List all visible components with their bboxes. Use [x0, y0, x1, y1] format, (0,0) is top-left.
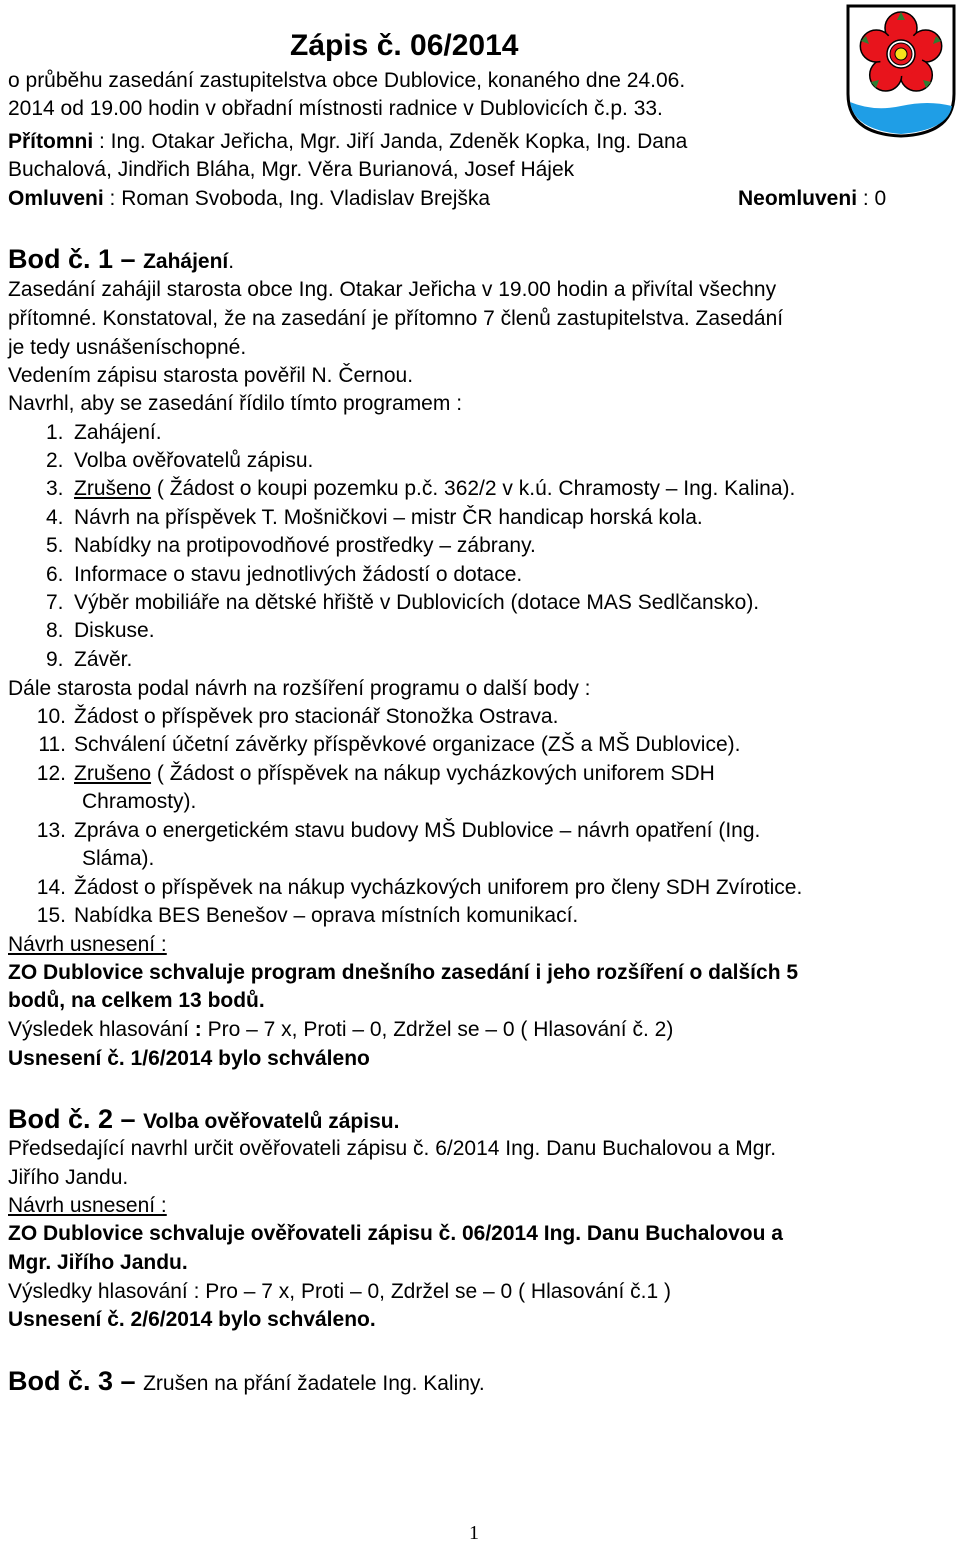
item3-number: Bod č. 3: [8, 1366, 114, 1396]
list-item: 9. Závěr.: [46, 648, 133, 671]
crest-icon: [844, 2, 958, 138]
list-item: 3. Zrušeno ( Žádost o koupi pozemku p.č. 362/2 v k.ú. Chramosty – Ing. Kalina).: [46, 477, 796, 500]
item2-proposal-label: Návrh usnesení :: [8, 1194, 167, 1217]
item2-resolution-1: ZO Dublovice schvaluje ověřovateli zápisu č. 06/2014 Ing. Danu Buchalovou a: [8, 1222, 783, 1245]
list-item: 6. Informace o stavu jednotlivých žádostí o dotace.: [46, 563, 523, 586]
item1-dash: –: [113, 244, 144, 274]
list-item: 8. Diskuse.: [46, 619, 155, 642]
list-item: 2. Volba ověřovatelů zápisu.: [46, 449, 314, 472]
item1-number: Bod č. 1: [8, 244, 114, 274]
list-item: 4. Návrh na příspěvek T. Mošničkovi – mistr ČR handicap horská kola.: [46, 506, 703, 529]
page-number: 1: [469, 1522, 479, 1544]
excused-label: Omluveni: [8, 187, 104, 210]
intro-line-2: 2014 od 19.00 hodin v obřadní místnosti radnice v Dublovicích č.p. 33.: [8, 97, 663, 120]
list-item: 12. Zrušeno ( Žádost o příspěvek na nákup vycházkových uniforem SDH: [36, 762, 715, 785]
item1-heading: [8, 244, 234, 277]
list-item-continuation: Chramosty).: [82, 790, 197, 813]
list-item: 11. Schválení účetní závěrky příspěvkové organizace (ZŠ a MŠ Dublovice).: [38, 733, 741, 756]
unexcused-line: [738, 186, 886, 212]
list-item: 7. Výběr mobiliáře na dětské hřiště v Dublovicích (dotace MAS Sedlčansko).: [46, 591, 760, 614]
document-title: Zápis č. 06/2014: [290, 29, 519, 62]
list-item: 10. Žádost o příspěvek pro stacionář Stonožka Ostrava.: [36, 705, 559, 728]
item1-paragraph-1: Zasedání zahájil starosta obce Ing. Otakar Jeřicha v 19.00 hodin a přivítal všechny: [8, 278, 777, 301]
unexcused-count: : 0: [857, 187, 887, 210]
item1-paragraph-4: Vedením zápisu starosta pověřil N. Černou.: [8, 364, 414, 387]
excused-names: : Roman Svoboda, Ing. Vladislav Brejška: [103, 187, 491, 210]
item1-name: Zahájení: [143, 250, 229, 273]
item3-text: Zrušen na přání žadatele Ing. Kaliny.: [143, 1372, 485, 1395]
list-item: 13. Zpráva o energetickém stavu budovy MŠ Dublovice – návrh opatření (Ing.: [36, 819, 761, 842]
item1-resolution-2: bodů, na celkem 13 bodů.: [8, 989, 265, 1012]
unexcused-label: Neomluveni: [738, 187, 858, 210]
item2-resolution-2: Mgr. Jiřího Jandu.: [8, 1251, 188, 1274]
list-item: 5. Nabídky na protipovodňové prostředky – zábrany.: [46, 534, 536, 557]
item2-result: Usnesení č. 2/6/2014 bylo schváleno.: [8, 1308, 376, 1331]
item3-heading: Bod č. 3 – Zrušen na přání žadatele Ing. Kaliny.: [8, 1366, 485, 1396]
item1-vote-text: Pro – 7 x, Proti – 0, Zdržel se – 0 ( Hlasování č. 2): [201, 1018, 674, 1041]
item1-paragraph-6: Dále starosta podal návrh na rozšíření programu o další body :: [8, 677, 591, 700]
intro-line-1: o průběhu zasedání zastupitelstva obce Dublovice, konaného dne 24.06.: [8, 69, 686, 92]
item2-name: Volba ověřovatelů zápisu.: [143, 1110, 400, 1133]
item1-paragraph-5: Navrhl, aby se zasedání řídilo tímto programem :: [8, 392, 463, 415]
item1-paragraph-3: je tedy usnášeníschopné.: [8, 336, 247, 359]
list-item: 15. Nabídka BES Benešov – oprava místních komunikací.: [36, 904, 579, 927]
list-item-continuation: Sláma).: [82, 847, 155, 870]
list-item: 1. Zahájení.: [46, 421, 162, 444]
item1-paragraph-2: přítomné. Konstatoval, že na zasedání je přítomno 7 členů zastupitelstva. Zasedání: [8, 307, 784, 330]
item1-vote-line: Výsledek hlasování : Pro – 7 x, Proti – 0, Zdržel se – 0 ( Hlasování č. 2): [8, 1018, 674, 1041]
present-label: Přítomni: [8, 130, 94, 153]
present-line-2: Buchalová, Jindřich Bláha, Mgr. Věra Burianová, Josef Hájek: [8, 158, 575, 181]
item1-result: Usnesení č. 1/6/2014 bylo schváleno: [8, 1047, 370, 1070]
item1-resolution-1: ZO Dublovice schvaluje program dnešního zasedání i jeho rozšíření o dalších 5: [8, 961, 799, 984]
item2-paragraph-2: Jiřího Jandu.: [8, 1166, 129, 1189]
item2-paragraph-1: Předsedající navrhl určit ověřovateli zápisu č. 6/2014 Ing. Danu Buchalovou a Mgr.: [8, 1137, 777, 1160]
item2-heading: Bod č. 2 – Volba ověřovatelů zápisu.: [8, 1104, 400, 1134]
item1-dot: .: [228, 250, 235, 273]
present-names-1: : Ing. Otakar Jeřicha, Mgr. Jiří Janda, Zdeněk Kopka, Ing. Dana: [93, 130, 688, 153]
present-line-1: [8, 129, 687, 155]
list-item: 14. Žádost o příspěvek na nákup vycházkových uniforem pro členy SDH Zvírotice.: [36, 876, 803, 899]
item2-vote-line: Výsledky hlasování : Pro – 7 x, Proti – 0, Zdržel se – 0 ( Hlasování č.1 ): [8, 1280, 671, 1303]
item2-number: Bod č. 2: [8, 1104, 114, 1134]
item1-vote-label: Výsledek hlasování: [8, 1018, 189, 1041]
excused-line: [8, 186, 490, 212]
item1-proposal-label: Návrh usnesení :: [8, 933, 167, 956]
